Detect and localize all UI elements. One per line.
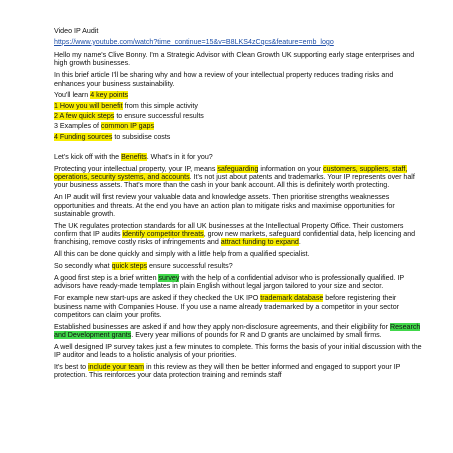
- protect-paragraph: Protecting your intellectual property, your IP, means safeguarding information on your customers, suppliers, staff, operations, security systems, and accounts. It's not just about patents and trademarks. Your IP represents over half your business assets. That's more than the cash in your bank account. All this is definitely worth protecting.: [54, 164, 415, 190]
- point-3: 3 Examples of common IP gaps: [54, 122, 155, 131]
- highlight-rd-grants: Research and Development grants: [54, 322, 421, 340]
- video-link[interactable]: https://www.youtube.com/watch?time_continue=15&v=B8LKS4zCqcs&feature=emb_logo: [54, 37, 334, 46]
- highlight-include-team: include your team: [88, 363, 145, 372]
- intro-paragraph: Hello my name's Clive Bonny. I'm a Strategic Advisor with Clean Growth UK supporting early stage enterprises and high growth businesses.: [54, 51, 415, 68]
- audit-paragraph: An IP audit will first review your valuable data and knowledge assets. Then prioritise strengths weaknesses opportunities and threats. At the end you have an action plan to mitigate risks and maximise opportunities for sustainable growth.: [54, 193, 395, 218]
- steps-line: So secondly what quick steps ensure successful results?: [54, 262, 233, 271]
- regulates-paragraph: The UK regulates protection standards for all UK businesses at the Intellectual Property Office. Their customers confirm that IP audits identify competitor threats, grow new markets, safeguard confidential data, help licencing and franchising, remove costly risks of infringements and attract funding to expand.: [54, 221, 416, 247]
- highlight-point-2: 2 A few quick steps: [54, 112, 115, 121]
- highlight-safeguarding: safeguarding: [217, 164, 259, 173]
- highlight-point-3: common IP gaps: [100, 122, 155, 131]
- point-2: 2 A few quick steps to ensure successful results: [54, 112, 204, 121]
- team-paragraph: It's best to include your team in this review as they will then be better informed and engaged to support your IP protection. This reinforces your data protection training and reminds staff: [54, 363, 401, 380]
- specialist-paragraph: All this can be done quickly and simply with a little help from a qualified specialist.: [54, 250, 310, 259]
- benefits-line: Let's kick off with the Benefits. What's in it for you?: [54, 152, 213, 161]
- point-1: 1 How you will benefit from this simple activity: [54, 101, 198, 110]
- learn-line: You'll learn 4 key points: [54, 91, 129, 100]
- highlight-competitor-threats: identify competitor threats: [122, 230, 204, 239]
- highlight-customers: customers, suppliers, staff, operations, security systems, and accounts: [54, 164, 408, 182]
- highlight-quick-steps: quick steps: [111, 262, 148, 271]
- highlight-survey: survey: [158, 274, 180, 283]
- highlight-trademark-database: trademark database: [260, 294, 324, 303]
- highlight-attract-funding: attract funding to expand: [220, 238, 299, 247]
- highlight-benefits: Benefits: [121, 152, 147, 161]
- highlight-key-points: 4 key points: [90, 91, 129, 100]
- established-paragraph: Established businesses are asked if and how they apply non-disclosure agreements, and their eligibility for Research and Development grants. Every year millions of pounds for R and D grants are unclaimed by small firms.: [54, 322, 421, 340]
- highlight-point-1: 1 How you will benefit: [54, 101, 123, 110]
- highlight-point-4: 4 Funding sources: [54, 132, 113, 141]
- survey-paragraph: A good first step is a brief written survey with the help of a confidential advisor who is professionally qualified. IP advisors have ready-made templates in plain English without legal jargon tailored to your size and sector.: [54, 274, 405, 291]
- brief-paragraph: In this brief article I'll be sharing why and how a review of your intellectual property reduces trading risks and enhances your business sustainability.: [54, 71, 394, 88]
- doc-title: Video IP Audit: [54, 27, 99, 35]
- wellsurvey-paragraph: A well designed IP survey takes just a few minutes to complete. This forms the basis of your initial discussion with the IP auditor and leads to a holistic analysis of your priorities.: [54, 342, 422, 360]
- example-paragraph: For example new start-ups are asked if they checked the UK IPO trademark database before registering their business name with Companies House. If you use a name already trademarked by a competitor in your sector competitors can claim your profits.: [54, 294, 400, 319]
- point-4: 4 Funding sources to subsidise costs: [54, 132, 171, 141]
